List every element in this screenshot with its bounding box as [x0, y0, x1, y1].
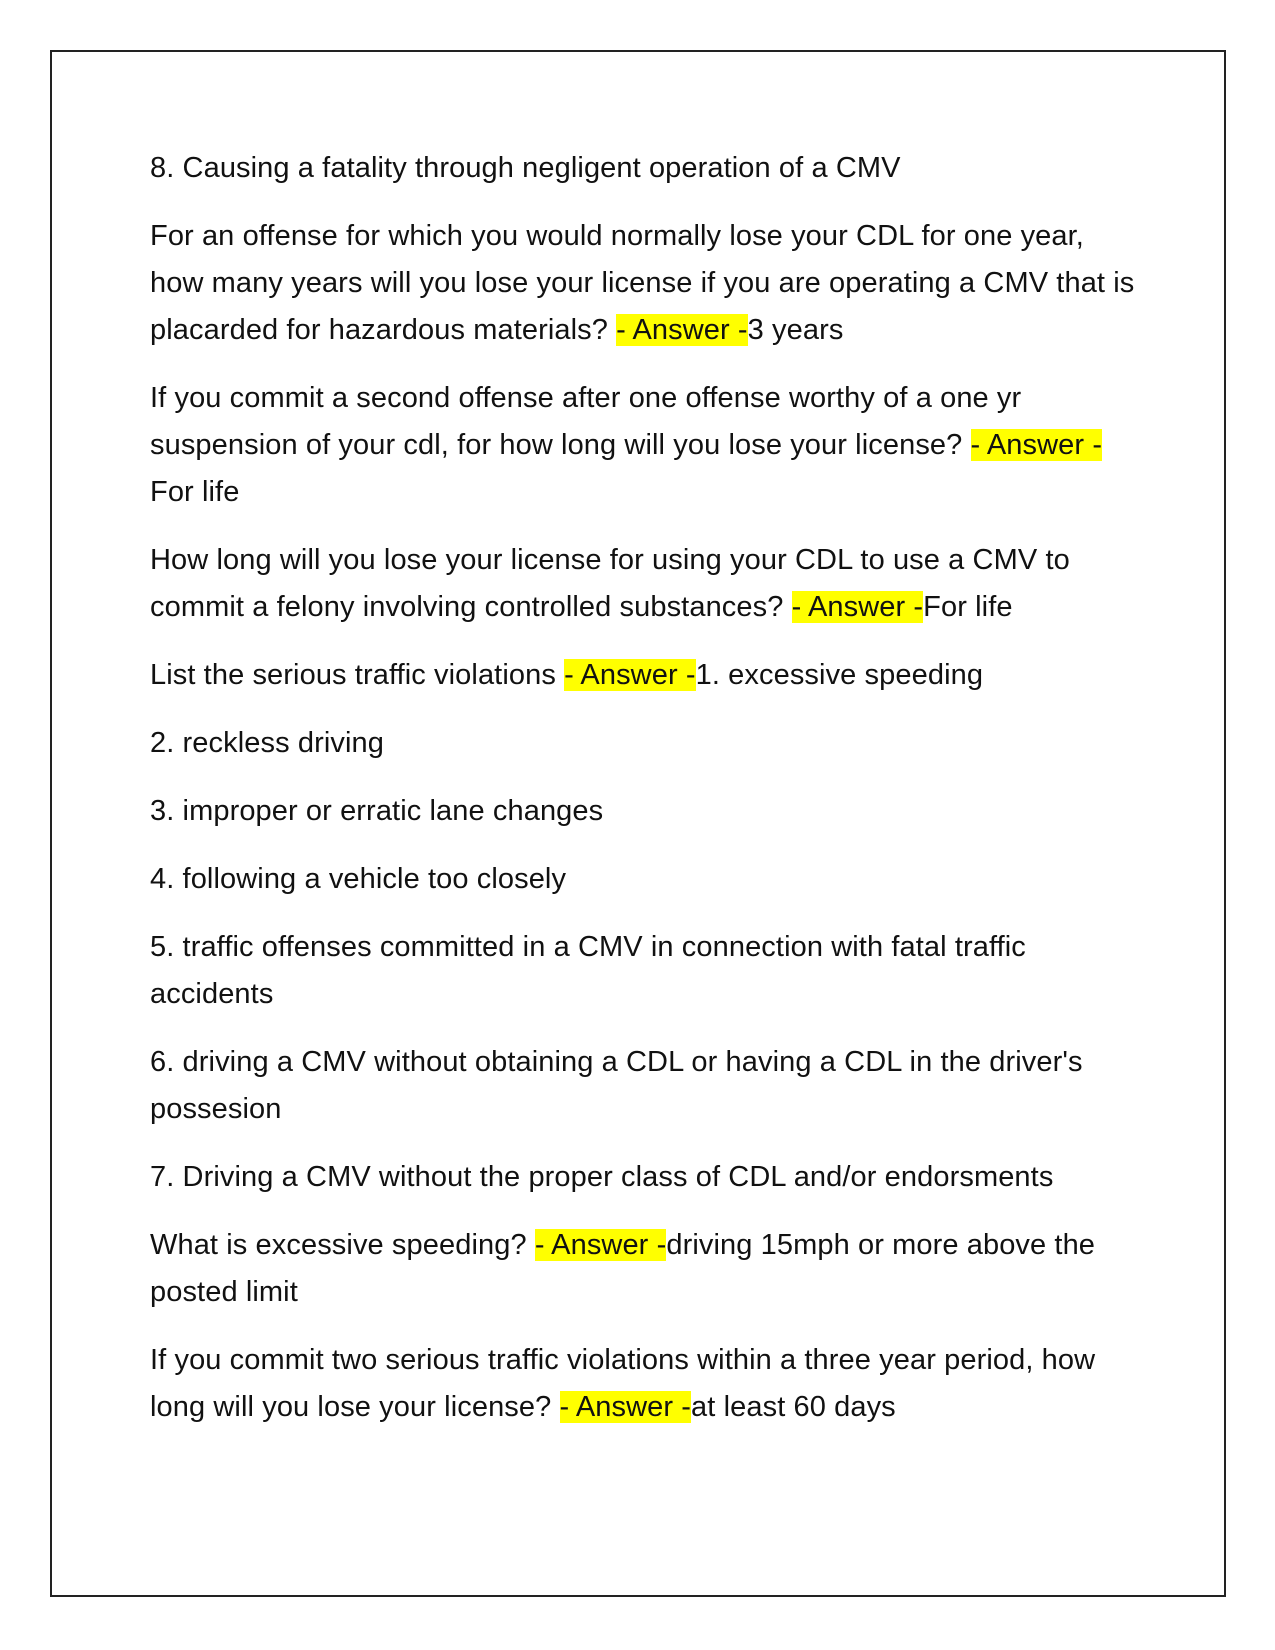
- list-item-6: [150, 1039, 1135, 1133]
- answer-text: For life: [150, 476, 240, 508]
- qa-felony-controlled-substances: [150, 537, 1135, 631]
- answer-text: For life: [923, 591, 1013, 623]
- question-text: If you commit a second offense after one offense worthy of a one yr suspension of your cdl, for how long will you lose your license?: [150, 382, 1022, 461]
- qa-two-serious-violations: [150, 1337, 1135, 1431]
- list-item-2: [150, 720, 1135, 767]
- question-text: What is excessive speeding?: [150, 1229, 535, 1261]
- answer-text: 1. excessive speeding: [695, 659, 984, 691]
- list-item-4: [150, 856, 1135, 903]
- paragraph-text: 3. improper or erratic lane changes: [150, 795, 604, 827]
- qa-hazmat-offense: [150, 213, 1135, 354]
- answer-text: at least 60 days: [691, 1391, 896, 1423]
- question-text: If you commit two serious traffic violations within a three year period, how long will you lose your license?: [150, 1344, 1096, 1423]
- paragraph-text: 5. traffic offenses committed in a CMV in connection with fatal traffic accidents: [150, 931, 1026, 1010]
- paragraph-text: 2. reckless driving: [150, 727, 384, 759]
- answer-marker: - Answer -: [534, 1229, 667, 1261]
- answer-text: 3 years: [747, 314, 844, 346]
- question-text: For an offense for which you would normally lose your CDL for one year, how many years will you lose your license if you are operating a CMV that is placarded for hazardous materials?: [150, 220, 1135, 346]
- answer-marker: - Answer -: [564, 659, 696, 691]
- qa-second-offense: [150, 375, 1135, 516]
- answer-marker: - Answer -: [616, 314, 748, 346]
- question-text: How long will you lose your license for using your CDL to use a CMV to commit a felony involving controlled substances?: [150, 544, 1070, 623]
- list-item-8: [150, 145, 1135, 192]
- answer-text: driving 15mph or more above the posted limit: [150, 1229, 1096, 1308]
- list-item-7: [150, 1154, 1135, 1201]
- answer-marker: - Answer -: [559, 1391, 692, 1423]
- paragraph-text: 4. following a vehicle too closely: [150, 863, 567, 895]
- paragraph-text: 8. Causing a fatality through negligent operation of a CMV: [150, 152, 901, 184]
- list-item-5: [150, 924, 1135, 1018]
- answer-marker: - Answer -: [791, 591, 924, 623]
- paragraph-text: 7. Driving a CMV without the proper class of CDL and/or endorsments: [150, 1161, 1054, 1193]
- document-body: [150, 145, 1135, 1452]
- qa-excessive-speeding: [150, 1222, 1135, 1316]
- paragraph-text: 6. driving a CMV without obtaining a CDL or having a CDL in the driver's possesion: [150, 1046, 1083, 1125]
- question-text: List the serious traffic violations: [150, 659, 565, 691]
- answer-marker: - Answer -: [970, 429, 1103, 461]
- qa-serious-violations: [150, 652, 1135, 699]
- list-item-3: [150, 788, 1135, 835]
